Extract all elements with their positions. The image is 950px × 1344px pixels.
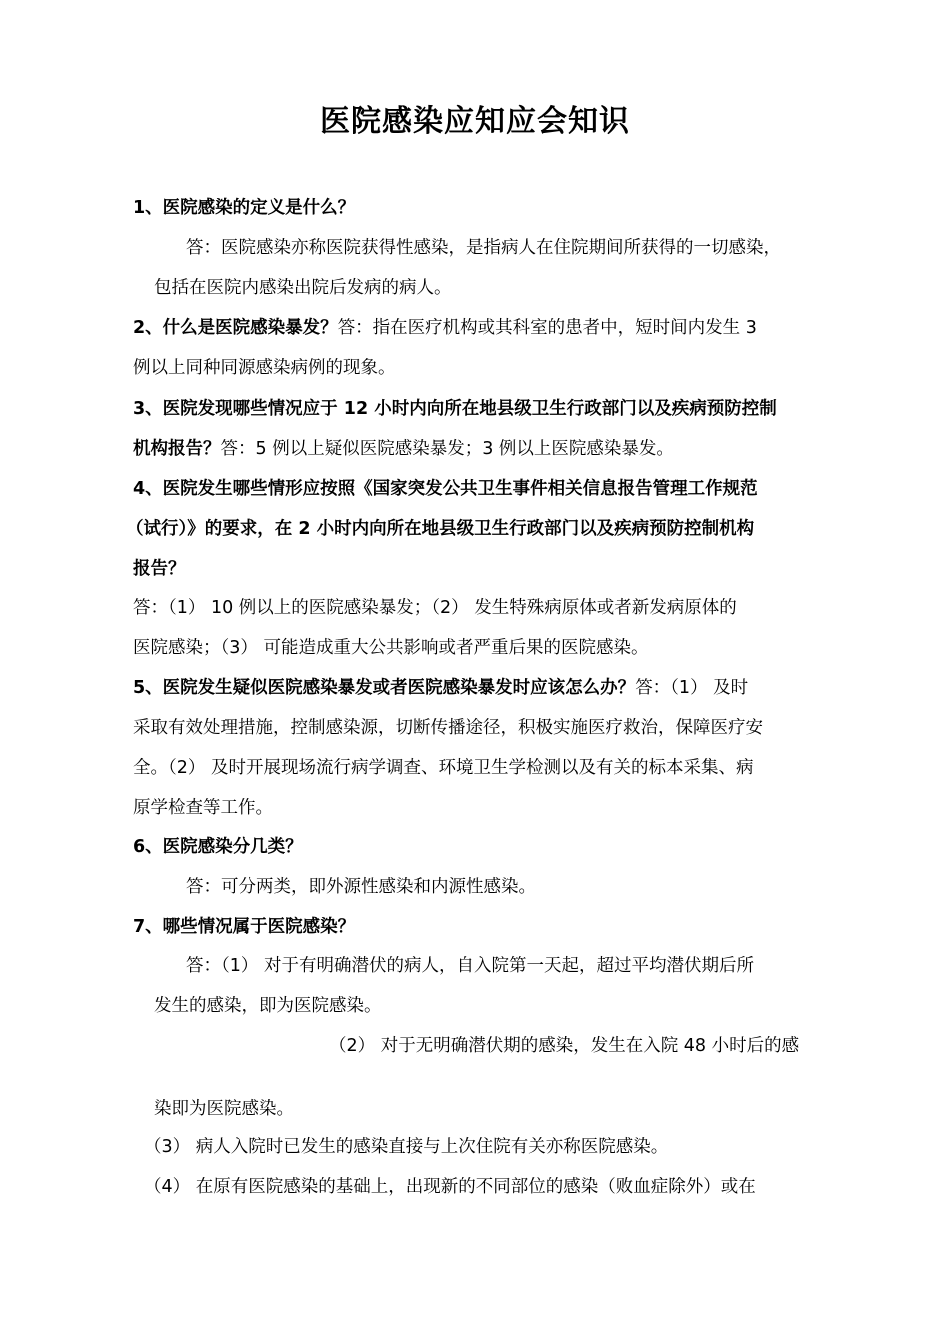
question-1: 1、医院感染的定义是什么？ — [133, 198, 356, 218]
answer-7-line-6: （4） 在原有医院感染的基础上，出现新的不同部位的感染（败血症除外）或在 — [144, 1177, 756, 1197]
answer-4-line-2: 医院感染；（3） 可能造成重大公共影响或者严重后果的医院感染。 — [133, 638, 649, 658]
answer-5-line-2: 采取有效处理措施，控制感染源，切断传播途径，积极实施医疗救治，保障医疗安 — [133, 718, 763, 738]
question-5-line-1 — [133, 675, 748, 701]
question-7: 7、哪些情况属于医院感染？ — [133, 917, 356, 937]
question-3-line-2 — [133, 436, 674, 462]
answer-5-line-4: 原学检查等工作。 — [133, 798, 273, 818]
question-4-line-1: 4、医院发生哪些情形应按照《国家突发公共卫生事件相关信息报告管理工作规范 — [133, 479, 758, 499]
question-2: 2、什么是医院感染暴发？ — [133, 318, 338, 338]
question-6: 6、医院感染分几类？ — [133, 837, 303, 857]
question-3-end: 机构报告？ — [133, 439, 221, 459]
answer-4-line-1: 答：（1） 10 例以上的医院感染暴发；（2） 发生特殊病原体或者新发病原体的 — [133, 598, 737, 618]
answer-1-line-2: 包括在医院内感染出院后发病的病人。 — [154, 278, 452, 298]
answer-7-line-5: （3） 病人入院时已发生的感染直接与上次住院有关亦称医院感染。 — [144, 1137, 669, 1157]
answer-7-line-1: 答：（1） 对于有明确潜伏的病人，自入院第一天起，超过平均潜伏期后所 — [186, 956, 754, 976]
question-5: 5、医院发生疑似医院感染暴发或者医院感染暴发时应该怎么办？ — [133, 678, 636, 698]
answer-3: 答：5 例以上疑似医院感染暴发；3 例以上医院感染暴发。 — [220, 439, 674, 459]
answer-7-line-4: 染即为医院感染。 — [154, 1099, 294, 1119]
answer-5-line-3: 全。（2） 及时开展现场流行病学调查、环境卫生学检测以及有关的标本采集、病 — [133, 758, 754, 778]
answer-2-part-1: 答：指在医疗机构或其科室的患者中，短时间内发生 3 — [337, 318, 757, 338]
question-4-line-2: （试行）》的要求，在 2 小时内向所在地县级卫生行政部门以及疾病预防控制机构 — [126, 519, 755, 539]
question-4-line-3: 报告？ — [133, 559, 186, 579]
answer-7-line-3: （2） 对于无明确潜伏期的感染，发生在入院 48 小时后的感 — [329, 1036, 800, 1056]
question-3-line-1: 3、医院发现哪些情况应于 12 小时内向所在地县级卫生行政部门以及疾病预防控制 — [133, 399, 777, 419]
document-title: 医院感染应知应会知识 — [320, 104, 630, 139]
question-2-line-1 — [133, 315, 757, 341]
answer-6: 答：可分两类，即外源性感染和内源性感染。 — [186, 877, 536, 897]
answer-7-line-2: 发生的感染，即为医院感染。 — [154, 996, 382, 1016]
answer-2-line-2: 例以上同种同源感染病例的现象。 — [133, 358, 396, 378]
answer-5-part-1: 答：（1） 及时 — [635, 678, 749, 698]
answer-1-line-1: 答：医院感染亦称医院获得性感染，是指病人在住院期间所获得的一切感染， — [186, 238, 781, 258]
